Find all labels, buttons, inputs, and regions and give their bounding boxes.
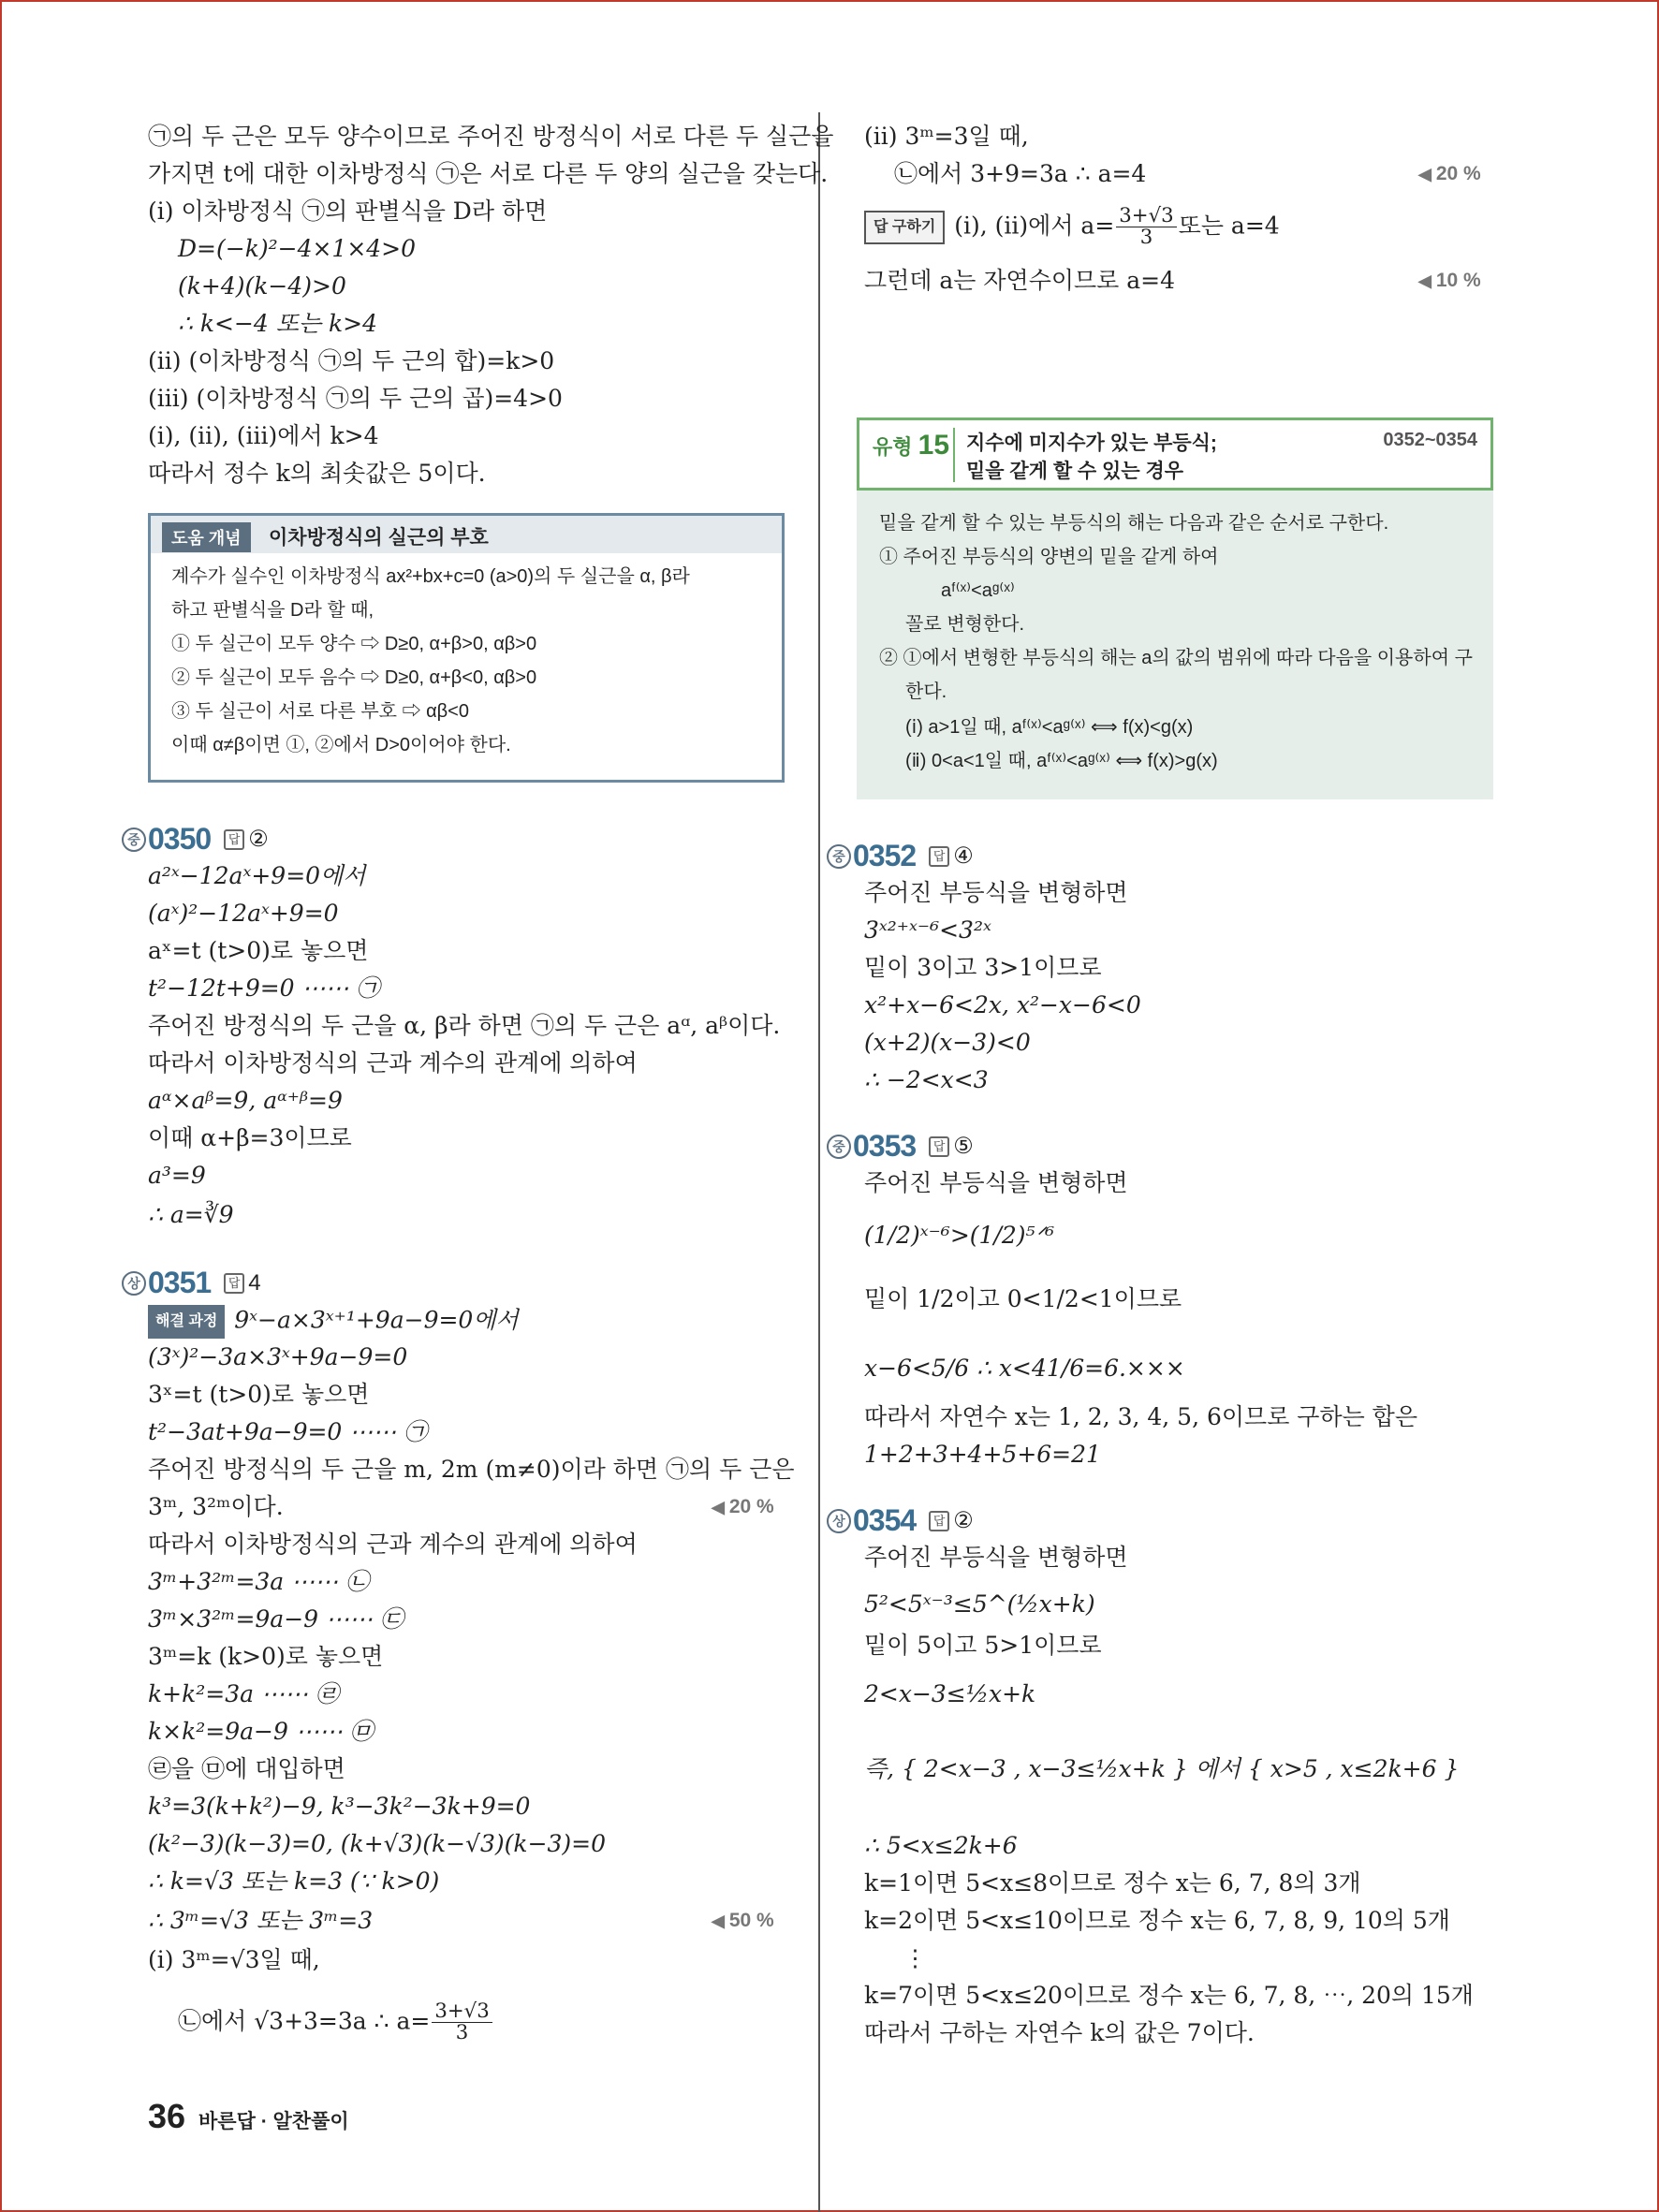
math-line: a²ˣ−12aˣ+9=0에서 [148,862,366,889]
math-line: 3ᵐ×3²ᵐ=9a−9 ⋯⋯ ㉢ [148,1605,404,1633]
math-line: k×k²=9a−9 ⋯⋯ ㉤ [148,1718,374,1745]
answer-tag: 답 구하기 [864,211,945,244]
type-line: ② ①에서 변형한 부등식의 해는 a의 값의 범위에 따라 다음을 이용하여 구 [879,648,1473,668]
math-line: ∴ −2<x<3 [864,1066,989,1093]
level-badge: 상 [122,1271,146,1296]
text-line: 3ˣ=t (t>0)로 놓으면 [148,1381,370,1408]
footer-title: 바른답 · 알찬풀이 [198,2111,349,2132]
answer-label: 답 [929,1136,949,1157]
column-divider [818,112,820,2212]
math-line: 2<x−3≤½x+k [864,1680,1036,1707]
text-line: 주어진 방정식의 두 근을 α, β라 하면 ㉠의 두 근은 aᵅ, aᵝ이다. [148,1012,781,1039]
type-range: 0352~0354 [1383,430,1477,450]
concept-line: 이때 α≠β이면 ①, ②에서 D>0이어야 한다. [171,735,511,755]
fraction [432,2001,492,2044]
concept-line: ③ 두 실근이 서로 다른 부호 ⇨ αβ<0 [171,701,469,722]
text-line: (ⅰ) 3ᵐ=√3일 때, [148,1946,320,1973]
type-label [873,430,949,461]
page-number: 36 [148,2097,186,2135]
text-line: ㉣을 ㉤에 대입하면 [148,1755,345,1782]
problem-number: 0353 [853,1129,917,1163]
text-line: k=2이면 5<x≤10이므로 정수 x는 6, 7, 8, 9, 10의 5개 [864,1907,1450,1934]
math-line: 5²<5ˣ⁻³≤5^(½x+k) [864,1590,1095,1618]
score-percent: ◀ 50 % [712,1910,774,1932]
answer-value: ④ [953,843,974,869]
type-box [857,417,1493,491]
problem-header-0354 [827,1503,974,1538]
math-line: (1/2)ˣ⁻⁶>(1/2)⁵ᐟ⁶ [864,1222,1055,1249]
concept-tag: 도움 개념 [162,522,251,552]
type-body [857,491,1493,799]
type-line: 밑을 같게 할 수 있는 부등식의 해는 다음과 같은 순서로 구한다. [879,513,1389,534]
type-line: 한다. [905,681,947,702]
text-line: 주어진 부등식을 변형하면 [864,879,1128,906]
answer-value: 4 [248,1269,261,1296]
math-line: x²+x−6<2x, x²−x−6<0 [864,991,1141,1018]
type-line: (ⅰ) a>1일 때, aᶠ⁽ˣ⁾<aᵍ⁽ˣ⁾ ⟺ f(x)<g(x) [905,717,1194,738]
fraction-numerator: 3+√3 [432,2001,492,2023]
score-percent: ◀ 20 % [712,1496,774,1518]
type-label-text: 유형 [873,435,913,459]
text-line: ㉡에서 3+9=3a ∴ a=4 [894,160,1147,187]
text-line: 가지면 t에 대한 이차방정식 ㉠은 서로 다른 두 양의 실근을 갖는다. [148,160,829,187]
text-line: ⋮ [903,1944,927,1971]
type-title-2: 밑을 같게 할 수 있는 경우 [966,461,1184,482]
math-line: ∴ 5<x≤2k+6 [864,1832,1018,1859]
math-line: 3ᵐ+3²ᵐ=3a ⋯⋯ ㉡ [148,1568,370,1595]
type-line: (ⅱ) 0<a<1일 때, aᶠ⁽ˣ⁾<aᵍ⁽ˣ⁾ ⟺ f(x)>g(x) [905,751,1218,771]
problem-header-0353 [827,1129,974,1164]
math-line: 1+2+3+4+5+6=21 [864,1441,1101,1468]
text-line: 따라서 이차방정식의 근과 계수의 관계에 의하여 [148,1531,638,1558]
fraction-numerator: 3+√3 [1116,206,1176,227]
concept-line: 하고 판별식을 D라 할 때, [171,600,374,621]
score-percent: ◀ 10 % [1418,270,1481,292]
math-text: 9ˣ−a×3ˣ⁺¹+9a−9=0에서 [234,1306,519,1334]
text-line: ㉠의 두 근은 모두 양수이므로 주어진 방정식이 서로 다른 두 실근을 [148,123,834,150]
math-line: x−6<5/6 ∴ x<41/6=6.××× [864,1355,1185,1382]
problem-number: 0354 [853,1503,917,1537]
text-line: 밑이 1/2이고 0<1/2<1이므로 [864,1285,1182,1312]
level-badge: 중 [827,1135,851,1159]
text: ㉡에서 √3+3=3a ∴ a= [178,2007,431,2035]
math-line: (k²−3)(k−3)=0, (k+√3)(k−√3)(k−3)=0 [148,1830,607,1857]
problem-number: 0351 [148,1266,212,1299]
math-line: k³=3(k+k²)−9, k³−3k²−3k+9=0 [148,1793,531,1820]
answer-label: 답 [929,846,949,867]
text-line: 따라서 자연수 x는 1, 2, 3, 4, 5, 6이므로 구하는 합은 [864,1403,1417,1430]
text-line: 주어진 부등식을 변형하면 [864,1169,1128,1196]
math-line: ∴ a=∛9 [148,1201,234,1228]
text-line: (ⅱ) (이차방정식 ㉠의 두 근의 합)=k>0 [148,347,555,374]
text-line: 그런데 a는 자연수이므로 a=4 [864,267,1176,294]
concept-header [151,516,782,553]
text-line: 밑이 3이고 3>1이므로 [864,954,1102,981]
score-percent: ◀ 20 % [1418,163,1481,185]
text-line: 따라서 이차방정식의 근과 계수의 관계에 의하여 [148,1049,638,1077]
level-badge: 상 [827,1509,851,1533]
text-line: (ⅲ) (이차방정식 ㉠의 두 근의 곱)=4>0 [148,385,563,412]
type-line: aᶠ⁽ˣ⁾<aᵍ⁽ˣ⁾ [941,580,1015,601]
answer-value: ⑤ [953,1134,974,1159]
text-line: 따라서 구하는 자연수 k의 값은 7이다. [864,2019,1255,2046]
solution-line [864,206,1280,249]
type-title-1: 지수에 미지수가 있는 부등식; [966,432,1217,454]
math-line: (3ˣ)²−3a×3ˣ+9a−9=0 [148,1343,408,1370]
fraction-denominator: 3 [1139,226,1153,250]
problem-header-0350 [122,822,269,857]
text-line: 따라서 정수 k의 최솟값은 5이다. [148,460,486,487]
concept-title: 이차방정식의 실근의 부호 [269,527,489,549]
level-badge: 중 [827,844,851,869]
text-line: 밑이 5이고 5>1이므로 [864,1632,1102,1659]
level-badge: 중 [122,828,146,852]
math-line: a³=9 [148,1162,206,1189]
type-line: ① 주어진 부등식의 양변의 밑을 같게 하여 [879,547,1219,567]
fraction [1116,206,1176,249]
text-line: aˣ=t (t>0)로 놓으면 [148,937,369,964]
math-line: aᵅ×aᵝ=9, aᵅ⁺ᵝ=9 [148,1087,343,1114]
answer-value: ② [248,827,269,852]
problem-number: 0350 [148,822,212,856]
text-line: 3ᵐ, 3²ᵐ이다. [148,1493,284,1520]
math-line: D=(−k)²−4×1×4>0 [178,235,417,262]
math-line: ∴ k=√3 또는 k=3 (∵ k>0) [148,1868,440,1895]
math-line: t²−3at+9a−9=0 ⋯⋯ ㉠ [148,1418,428,1445]
text: (ⅰ), (ⅱ)에서 a= [954,212,1115,240]
text-line: (ⅰ), (ⅱ), (ⅲ)에서 k>4 [148,422,379,449]
text: 또는 a=4 [1178,212,1280,240]
math-line: 3ˣ²⁺ˣ⁻⁶<3²ˣ [864,916,991,944]
answer-label: 답 [224,829,244,850]
fraction-denominator: 3 [455,2021,469,2045]
math-line: k+k²=3a ⋯⋯ ㉣ [148,1680,339,1707]
type-separator [953,428,955,482]
math-line: ∴ 3ᵐ=√3 또는 3ᵐ=3 [148,1907,374,1934]
problem-header-0352 [827,839,974,873]
text-line: 이때 α+β=3이므로 [148,1124,352,1151]
concept-box [148,513,785,783]
solution-line [148,1305,519,1339]
math-line: (aˣ)²−12aˣ+9=0 [148,900,339,927]
solution-line [178,2001,494,2044]
math-line: 즉, { 2<x−3 , x−3≤½x+k } 에서 { x>5 , x≤2k+6 } [864,1755,1460,1782]
type-line: 꼴로 변형한다. [905,614,1025,635]
text-line: 주어진 방정식의 두 근을 m, 2m (m≠0)이라 하면 ㉠의 두 근은 [148,1456,795,1483]
text-line: 주어진 부등식을 변형하면 [864,1544,1128,1571]
text-line: k=1이면 5<x≤8이므로 정수 x는 6, 7, 8의 3개 [864,1869,1361,1897]
text-line: k=7이면 5<x≤20이므로 정수 x는 6, 7, 8, ⋯, 20의 15개 [864,1982,1474,2009]
concept-line: 계수가 실수인 이차방정식 ax²+bx+c=0 (a>0)의 두 실근을 α, β라 [171,566,690,587]
answer-label: 답 [224,1273,244,1294]
process-tag: 해결 과정 [148,1305,225,1339]
math-line: ∴ k<−4 또는 k>4 [178,310,377,337]
text-line: (ⅰ) 이차방정식 ㉠의 판별식을 D라 하면 [148,198,548,225]
answer-value: ② [953,1508,974,1533]
text-line: 3ᵐ=k (k>0)로 놓으면 [148,1643,384,1670]
answer-label: 답 [929,1511,949,1531]
concept-line: ① 두 실근이 모두 양수 ⇨ D≥0, α+β>0, αβ>0 [171,634,537,654]
concept-line: ② 두 실근이 모두 음수 ⇨ D≥0, α+β<0, αβ>0 [171,667,537,688]
type-number: 15 [918,430,950,461]
problem-number: 0352 [853,839,917,872]
math-line: (x+2)(x−3)<0 [864,1029,1031,1056]
math-line: (k+4)(k−4)>0 [178,272,346,300]
problem-header-0351 [122,1266,261,1300]
math-line: t²−12t+9=0 ⋯⋯ ㉠ [148,974,380,1002]
text-line: (ⅱ) 3ᵐ=3일 때, [864,123,1029,150]
